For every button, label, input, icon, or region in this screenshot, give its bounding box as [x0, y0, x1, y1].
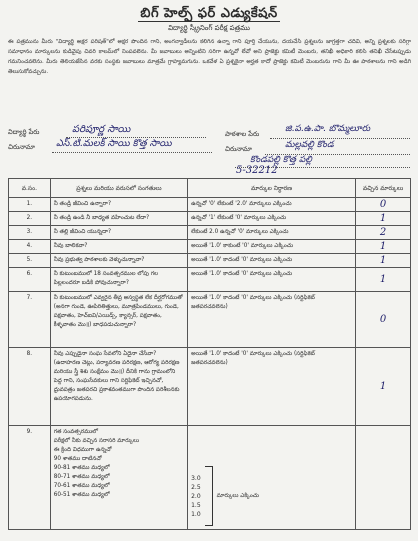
address-line [52, 152, 212, 153]
table-row [9, 268, 411, 292]
row9-line: ఈ క్రింది విధముగా ఉన్నచో [53, 447, 112, 453]
row-score: 1 [356, 268, 411, 292]
row-rule: ఉన్నచో '0' లేకుంటే '2.0' మార్కులు ఎక్కించు [188, 198, 356, 212]
row-question: నీ కుటుంబములో 18 సంవత్సరముల లోపు గల పిల్లలందరూ బడికి పోవుచున్నారా? [50, 268, 187, 292]
score-scale [191, 466, 352, 526]
form-title: బిగ్ హెల్ప్ ఫర్ ఎడ్యుకేషన్ [140, 6, 278, 21]
school-name-value: జి.ప.ఉ.పా. బొమ్మలూరు [285, 124, 371, 134]
col-header-question: ప్రశ్నలు మరియు వరుసలో సంగతులు [50, 179, 187, 198]
row-rule: అయితే '1.0' కాదంటే '0' మార్కులు ఎక్కించు [188, 268, 356, 292]
row-number: 2. [9, 212, 51, 226]
row-rule: అయితే '1.0' కాదంటే '0' మార్కులు ఎక్కించు (సర్టిఫికెట్ జతపరచవలెను) [188, 292, 356, 348]
row9-line: 60-51 శాతము మధ్యలో [53, 492, 110, 498]
phone-value: 5-32212 [236, 165, 278, 176]
row-score: 2 [356, 226, 411, 240]
col-header-no: వ.సం. [9, 179, 51, 198]
extra-value: కొండపల్లి కొత్త పల్లి [250, 155, 312, 165]
address2-label: చిరునామా [225, 145, 252, 153]
row-rule: అయితే '1.0' కాదంటే '0' మార్కులు ఎక్కించు [188, 254, 356, 268]
scale-value: 1.5 [191, 501, 201, 509]
row-question: నీ తండ్రి ఉండి నీ బాధ్యత వహించుట లేదా? [50, 212, 187, 226]
row-number: 5. [9, 254, 51, 268]
table-row [9, 198, 411, 212]
row-number: 1. [9, 198, 51, 212]
scale-value: 1.0 [191, 510, 201, 518]
row-score: 1 [356, 212, 411, 226]
address-label: చిరునామా [8, 143, 35, 151]
school-name-label: పాఠశాల పేరు [225, 130, 260, 138]
row-rule: అయితే '1.0' కాదంటే '0' మార్కులు ఎక్కించు (సర్టిఫికెట్ జతపరచవలెను) [188, 348, 356, 426]
scale-value: 2.5 [191, 483, 201, 491]
student-name-label: విద్యార్థి పేరు [8, 128, 40, 136]
row9-line: 90 శాతము దాటినచో [53, 456, 102, 462]
row-number: 3. [9, 226, 51, 240]
row-question: నీ తల్లి జీవించి యున్నదా? [50, 226, 187, 240]
row-number: 7. [9, 292, 51, 348]
school-name-line [270, 138, 410, 139]
instructions-paragraph: ఈ పత్రమును మీరు "విద్యార్థి అక్షర పరిషత్"లో అక్షర పొందిన గాని, అంగన్వాడీలను కలిగిన ఉన్నా గాని పూర్తి చేయును, దయచేసి ప్రశ్నలను జాగ్రత్తగా చదివి, అన్ని ప్రశ్నలకు సరిగ్గా సమాధానం మార్కులను కుడివైపు చివరి కాలమ్‌లో నింపవలెను. మీ జవాబులు అన్నింటిని సరిగా ఉన్నవో లేవో అని ప్రాజెక్టు కమిటీ మెంబరు, తనిఖీ అధికారి కలిసి తనిఖీ చేసేటప్పుడు గమనించవలెను. మీరు తెలియజేసిన వరకు సంస్థకు జవాబులు మాత్రమే గ్రాహ్యమగును. ఒకవేళ ఏ ప్రశ్నకైనా అర్హత కాదో ప్రాజెక్టు కమిటీ మెంబరును గాని మీ ఊ పాఠశాలను గాని అడిగి తెలుసుకోవచ్చును. [8, 39, 411, 75]
row-rule: లేకుంటే 2.0 ఉన్నచో '0' మార్కులు ఎక్కించు [188, 226, 356, 240]
col-header-rule: మార్కుల నిర్ధారణ [188, 179, 356, 198]
table-header-row [9, 179, 411, 198]
scale-value: 3.0 [191, 474, 201, 482]
table-row [9, 292, 411, 348]
row-number: 4. [9, 240, 51, 254]
address-value: ఎస్.టి.మలక్ సాయి కొత్త సాయి [56, 138, 172, 149]
row-number: 6. [9, 268, 51, 292]
row-rule: అయితే '1.0' కాకుంటే '0' మార్కులు ఎక్కించు [188, 240, 356, 254]
row9-rule-text: మార్కులు ఎక్కించు [216, 492, 260, 499]
form-subtitle: విద్యార్థి స్క్రీనింగ్ పరీక్ష పత్రము [168, 24, 250, 32]
row9-line: పరీక్షలో నీకు వచ్చిన సరాసరి మార్కులు [53, 438, 140, 444]
table-row [9, 348, 411, 426]
col-header-score: వచ్చిన మార్కులు [356, 179, 411, 198]
row-rule: ఉన్నచో '1' లేకుంటే '0' మార్కులు ఎక్కించు [188, 212, 356, 226]
row-score: 0 [356, 198, 411, 212]
row-question: నీవు బాలికవా? [50, 240, 187, 254]
row9-line: 70-61 శాతము మధ్యలో [53, 483, 110, 489]
screening-table [8, 178, 411, 530]
row-number: 9. [9, 426, 51, 530]
row-score: 1 [356, 240, 411, 254]
row-score [356, 426, 411, 530]
row-score: 1 [356, 254, 411, 268]
row-question [50, 426, 187, 530]
bracket [205, 466, 213, 526]
row-question: నీ కుటుంబములో ఎవ్వరైన తీవ్ర అస్వస్థత లేక దీర్ఘరోగముతో (అనగా గుండె, ఊపిరితిత్తులు, మూత్రపిండములు, గుండె, పక్షవాతం, హెచ్ఐవి/ఎయిడ్స్, క్యాన్సర్, పక్షవాతం, కీళ్ళవాతం మొ॥) బాధపడుచున్నారా? [50, 292, 187, 348]
row-question: నీవు ఎప్పుడైనా సంఘ సేవలోని ఏదైనా చేసేవా? (ఉదాహరణ చెట్లు, పర్యావరణ పరిరక్షణ, ఆరోగ్య పరిరక్షణ మరియు స్త్రీ శిశు సంక్షేమం మొ॥) దీనికి గాను గ్రామంలోని పెద్ద గాని, సంఘసేవకులు గాని సర్టిఫికెట్ ఇచ్చినచో, ధ్రువపత్రం జతపరచి ప్రకాశవంతముగా పొందిన పరిశీలనకు ఉపయోగపడును. [50, 348, 187, 426]
row-question: నీవు ప్రభుత్వ పాఠశాలకు వెళ్ళుచున్నావా? [50, 254, 187, 268]
scale-value: 2.0 [191, 492, 201, 500]
student-name-value: పరిపూర్ణ సాయి [72, 124, 131, 135]
row-score: 0 [356, 292, 411, 348]
table-row [9, 212, 411, 226]
table-row [9, 426, 411, 530]
row-score: 1 [356, 348, 411, 426]
table-row [9, 226, 411, 240]
row9-heading: గత సంవత్సరములో [53, 429, 99, 435]
row-rule [188, 426, 356, 530]
address2-value: మల్లవల్లి కొండ [285, 140, 334, 150]
table-row [9, 254, 411, 268]
row-question: నీ తండ్రి జీవించి ఉన్నారా? [50, 198, 187, 212]
row-number: 8. [9, 348, 51, 426]
score-scale-values [191, 474, 201, 519]
row9-line: 90-81 శాతము మధ్యలో [53, 465, 110, 471]
row9-line: 80-71 శాతము మధ్యలో [53, 474, 110, 480]
table-row [9, 240, 411, 254]
